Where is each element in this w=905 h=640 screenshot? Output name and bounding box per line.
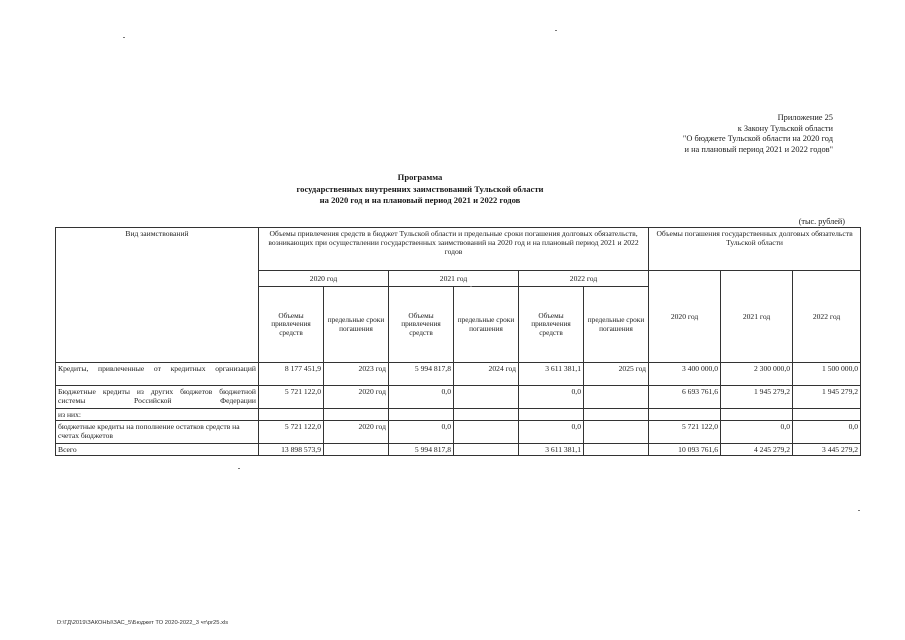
- year-header-2022: 2022 год: [519, 271, 649, 287]
- scan-speck: [858, 510, 860, 511]
- title-line-1: Программа: [397, 172, 443, 182]
- sub-header-volume-2021: Объемы привлечения средств: [389, 287, 454, 363]
- sub-header-terms-2022: предельные сроки погашения: [584, 287, 649, 363]
- cell-attract-2022: 3 611 381,1: [519, 444, 584, 456]
- scan-speck: [238, 468, 240, 469]
- row-label: из них:: [56, 409, 259, 421]
- cell-term-2022: 2025 год: [584, 363, 649, 386]
- file-path-footer: D:\ГД\2019\ЗАКОНЫ\ЗАС_5\Бюджет ТО 2020-2022_3 чт\pr25.xls: [57, 620, 229, 626]
- sub-header-volume-2022: Объемы привлечения средств: [519, 287, 584, 363]
- cell-term-2021: 2024 год: [454, 363, 519, 386]
- cell-attract-2021: 0,0: [389, 386, 454, 409]
- table-row: [56, 409, 861, 421]
- cell-attract-2022: [519, 409, 584, 421]
- cell-term-2021: [454, 386, 519, 409]
- borrowing-program-table: [55, 227, 861, 456]
- document-title: [230, 172, 610, 207]
- cell-attract-2020: 8 177 451,9: [259, 363, 324, 386]
- cell-attract-2022: 0,0: [519, 421, 584, 444]
- sub-header-terms-2020: предельные сроки погашения: [324, 287, 389, 363]
- appendix-line-3: "О бюджете Тульской области на 2020 год: [682, 134, 833, 144]
- cell-repay-2022: 1 945 279,2: [793, 386, 861, 409]
- cell-term-2021: [454, 421, 519, 444]
- cell-attract-2021: 5 994 817,8: [389, 444, 454, 456]
- row-label: Кредиты, привлеченные от кредитных организаций: [56, 363, 259, 386]
- row-label: бюджетные кредиты на пополнение остатков средств на счетах бюджетов: [56, 421, 259, 444]
- cell-repay-2022: 1 500 000,0: [793, 363, 861, 386]
- cell-repay-2021: 4 245 279,2: [721, 444, 793, 456]
- cell-repay-2022: [793, 409, 861, 421]
- cell-repay-2020: 6 693 761,6: [649, 386, 721, 409]
- cell-repay-2021: 1 945 279,2: [721, 386, 793, 409]
- appendix-line-4: и на плановый период 2021 и 2022 годов": [684, 144, 833, 154]
- scan-speck: [470, 286, 472, 287]
- sub-header-volume-2020: Объемы привлечения средств: [259, 287, 324, 363]
- cell-repay-2022: 3 445 279,2: [793, 444, 861, 456]
- cell-attract-2022: 0,0: [519, 386, 584, 409]
- cell-repay-2021: [721, 409, 793, 421]
- scan-speck: [123, 37, 125, 38]
- title-line-2: государственных внутренних заимствований Тульской области: [296, 183, 544, 194]
- cell-repay-2021: 2 300 000,0: [721, 363, 793, 386]
- group-header-attraction: Объемы привлечения средств в бюджет Тульской области и предельные сроки погашения долговых обязательств, возникающих при осуществлении государственных заимствований на 2020 год и на плановый период 2021 и 2022 годов: [259, 228, 649, 271]
- year-header-2020: 2020 год: [259, 271, 389, 287]
- cell-repay-2021: 0,0: [721, 421, 793, 444]
- row-label: Всего: [56, 444, 259, 456]
- cell-repay-2020: [649, 409, 721, 421]
- table-row-total: [56, 444, 861, 456]
- cell-term-2020: 2020 год: [324, 386, 389, 409]
- cell-term-2022: [584, 421, 649, 444]
- cell-attract-2020: 5 721 122,0: [259, 386, 324, 409]
- group-header-repayment: Объемы погашения государственных долговых обязательств Тульской области: [649, 228, 861, 271]
- cell-attract-2021: [389, 409, 454, 421]
- appendix-header: [573, 113, 833, 155]
- cell-attract-2021: 5 994 817,8: [389, 363, 454, 386]
- cell-repay-2020: 3 400 000,0: [649, 363, 721, 386]
- appendix-line-2: к Закону Тульской области: [737, 123, 833, 133]
- cell-attract-2022: 3 611 381,1: [519, 363, 584, 386]
- repay-header-2020: 2020 год: [649, 271, 721, 363]
- cell-term-2020: [324, 409, 389, 421]
- units-note: (тыс. рублей): [798, 217, 845, 226]
- cell-repay-2022: 0,0: [793, 421, 861, 444]
- col-header-type: Вид заимствований: [56, 228, 259, 363]
- cell-attract-2020: 13 898 573,9: [259, 444, 324, 456]
- table-row: [56, 363, 861, 386]
- cell-term-2022: [584, 386, 649, 409]
- sub-header-terms-2021: предельные сроки погашения: [454, 287, 519, 363]
- cell-repay-2020: 5 721 122,0: [649, 421, 721, 444]
- repay-header-2022: 2022 год: [793, 271, 861, 363]
- cell-repay-2020: 10 093 761,6: [649, 444, 721, 456]
- table-row: [56, 421, 861, 444]
- appendix-line-1: Приложение 25: [777, 113, 833, 122]
- cell-term-2020: 2023 год: [324, 363, 389, 386]
- cell-term-2021: [454, 444, 519, 456]
- cell-term-2021: [454, 409, 519, 421]
- cell-attract-2020: 5 721 122,0: [259, 421, 324, 444]
- cell-term-2020: [324, 444, 389, 456]
- cell-term-2022: [584, 409, 649, 421]
- cell-term-2020: 2020 год: [324, 421, 389, 444]
- cell-attract-2020: [259, 409, 324, 421]
- cell-term-2022: [584, 444, 649, 456]
- cell-attract-2021: 0,0: [389, 421, 454, 444]
- scan-speck: [555, 30, 557, 31]
- title-line-3: на 2020 год и на плановый период 2021 и 2022 годов: [319, 195, 521, 205]
- repay-header-2021: 2021 год: [721, 271, 793, 363]
- year-header-2021: 2021 год: [389, 271, 519, 287]
- row-label: Бюджетные кредиты из других бюджетов бюджетной системы Российской Федерации: [56, 386, 259, 409]
- table-row: [56, 386, 861, 409]
